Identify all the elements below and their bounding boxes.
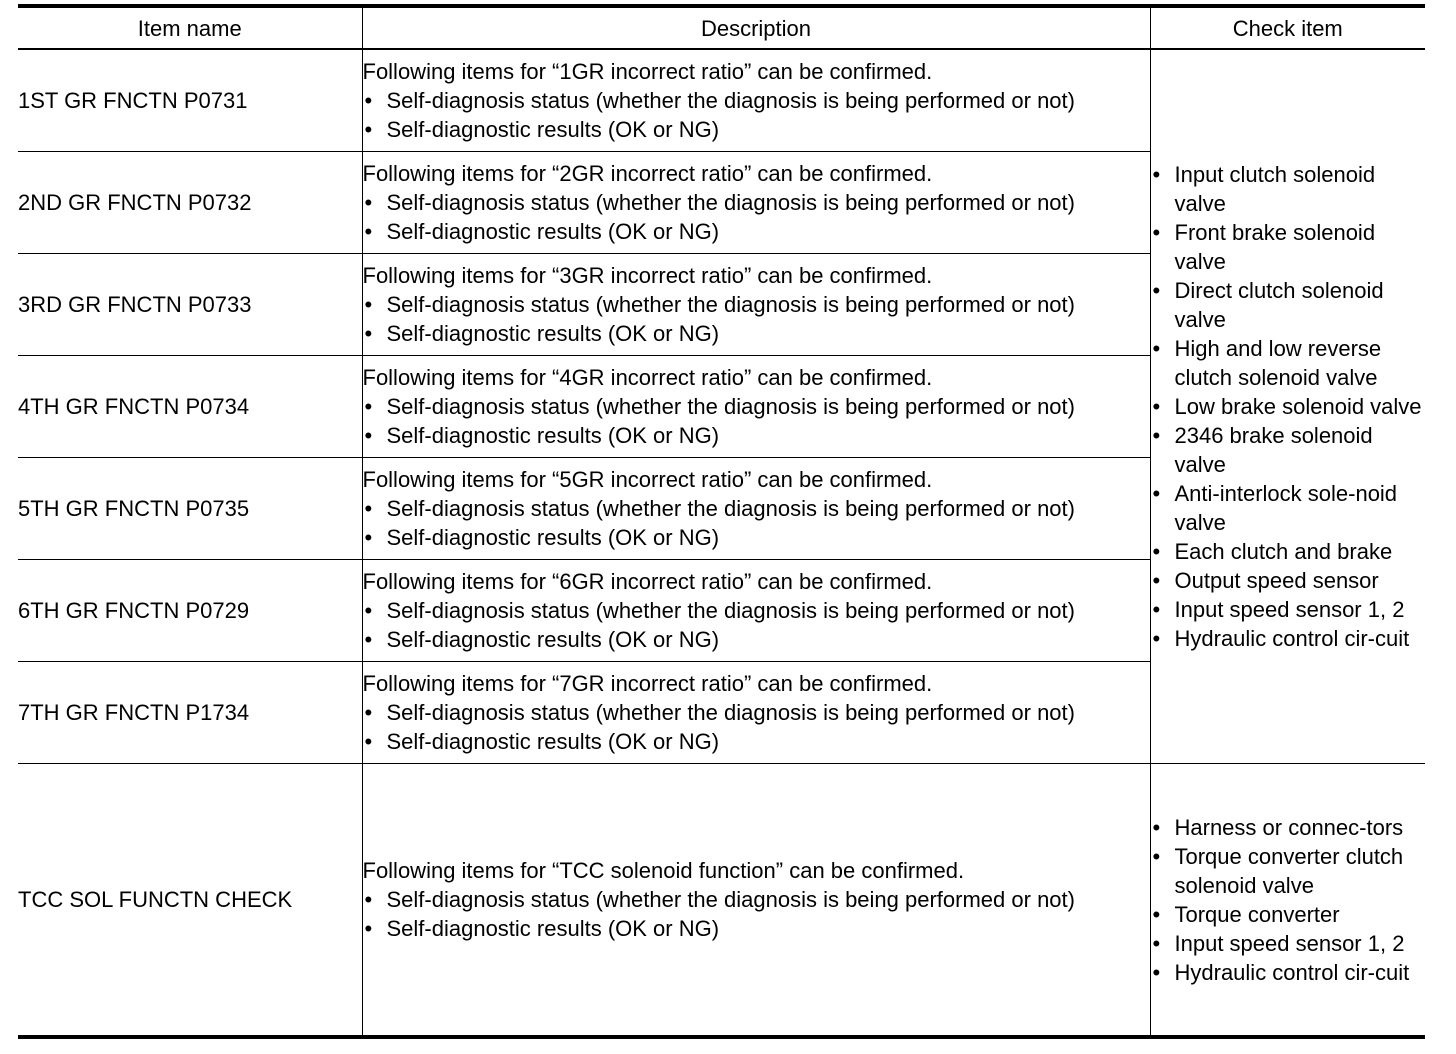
check-item: • Each clutch and brake	[1151, 537, 1426, 566]
description-bullet: • Self-diagnostic results (OK or NG)	[363, 217, 1150, 246]
tcc-check-list	[1151, 813, 1426, 987]
description-intro: Following items for “6GR incorrect ratio” can be confirmed.	[362, 569, 933, 594]
check-item: • Front brake solenoid valve	[1151, 218, 1426, 276]
item-name-cell: TCC SOL FUNCTN CHECK	[18, 764, 362, 1038]
description-cell	[362, 560, 1150, 662]
description-intro: Following items for “3GR incorrect ratio” can be confirmed.	[362, 263, 933, 288]
check-item-cell	[1150, 764, 1425, 1038]
description-bullet: • Self-diagnostic results (OK or NG)	[363, 727, 1150, 756]
item-name-cell: 7TH GR FNCTN P1734	[18, 662, 362, 764]
description-intro: Following items for “1GR incorrect ratio” can be confirmed.	[362, 59, 933, 84]
description-bullet: • Self-diagnosis status (whether the diagnosis is being performed or not)	[363, 392, 1150, 421]
check-item: • Low brake solenoid valve	[1151, 392, 1426, 421]
table-row	[18, 764, 1425, 1038]
check-item-cell	[1150, 49, 1425, 764]
description-cell	[362, 458, 1150, 560]
description-intro: Following items for “2GR incorrect ratio” can be confirmed.	[362, 161, 933, 186]
description-bullet: • Self-diagnostic results (OK or NG)	[363, 625, 1150, 654]
check-item: • Harness or connec-tors	[1151, 813, 1426, 842]
description-intro: Following items for “7GR incorrect ratio” can be confirmed.	[362, 671, 933, 696]
item-name-cell: 6TH GR FNCTN P0729	[18, 560, 362, 662]
description-cell	[362, 254, 1150, 356]
description-bullet: • Self-diagnosis status (whether the diagnosis is being performed or not)	[363, 596, 1150, 625]
description-bullet: • Self-diagnostic results (OK or NG)	[363, 523, 1150, 552]
table-row	[18, 49, 1425, 152]
item-name-cell: 5TH GR FNCTN P0735	[18, 458, 362, 560]
check-item: • Hydraulic control cir-cuit	[1151, 958, 1426, 987]
description-bullet: • Self-diagnostic results (OK or NG)	[363, 319, 1150, 348]
check-item: • Hydraulic control cir-cuit	[1151, 624, 1426, 653]
check-item: • 2346 brake solenoid valve	[1151, 421, 1426, 479]
description-bullet: • Self-diagnosis status (whether the diagnosis is being performed or not)	[363, 290, 1150, 319]
description-bullet: • Self-diagnosis status (whether the diagnosis is being performed or not)	[363, 86, 1150, 115]
header-check-item: Check item	[1150, 6, 1425, 49]
description-bullet: • Self-diagnostic results (OK or NG)	[363, 914, 1150, 943]
check-item: • Input clutch solenoid valve	[1151, 160, 1426, 218]
header-item-name: Item name	[18, 6, 362, 49]
check-item: • Output speed sensor	[1151, 566, 1426, 595]
description-cell	[362, 49, 1150, 152]
description-bullet: • Self-diagnosis status (whether the diagnosis is being performed or not)	[363, 698, 1150, 727]
check-item: • Torque converter	[1151, 900, 1426, 929]
description-cell	[362, 662, 1150, 764]
description-intro: Following items for “5GR incorrect ratio” can be confirmed.	[362, 467, 933, 492]
check-item: • Torque converter clutch solenoid valve	[1151, 842, 1426, 900]
description-intro: Following items for “4GR incorrect ratio” can be confirmed.	[362, 365, 933, 390]
description-bullet: • Self-diagnosis status (whether the diagnosis is being performed or not)	[363, 494, 1150, 523]
item-name-cell: 3RD GR FNCTN P0733	[18, 254, 362, 356]
table-header-row	[18, 6, 1425, 49]
description-bullet: • Self-diagnosis status (whether the diagnosis is being performed or not)	[363, 885, 1150, 914]
check-item: • Direct clutch solenoid valve	[1151, 276, 1426, 334]
item-name-cell: 1ST GR FNCTN P0731	[18, 49, 362, 152]
description-cell	[362, 764, 1150, 1038]
item-name-cell: 2ND GR FNCTN P0732	[18, 152, 362, 254]
description-bullet: • Self-diagnosis status (whether the diagnosis is being performed or not)	[363, 188, 1150, 217]
description-cell	[362, 152, 1150, 254]
check-item: • Input speed sensor 1, 2	[1151, 929, 1426, 958]
description-bullet: • Self-diagnostic results (OK or NG)	[363, 115, 1150, 144]
gear-check-list	[1151, 160, 1426, 653]
check-item: • Anti-interlock sole-noid valve	[1151, 479, 1426, 537]
check-item: • Input speed sensor 1, 2	[1151, 595, 1426, 624]
header-description: Description	[362, 6, 1150, 49]
item-name-cell: 4TH GR FNCTN P0734	[18, 356, 362, 458]
description-cell	[362, 356, 1150, 458]
description-bullet: • Self-diagnostic results (OK or NG)	[363, 421, 1150, 450]
description-intro: Following items for “TCC solenoid function” can be confirmed.	[362, 858, 965, 883]
check-item: • High and low reverse clutch solenoid valve	[1151, 334, 1426, 392]
diagnosis-table	[18, 4, 1425, 1039]
